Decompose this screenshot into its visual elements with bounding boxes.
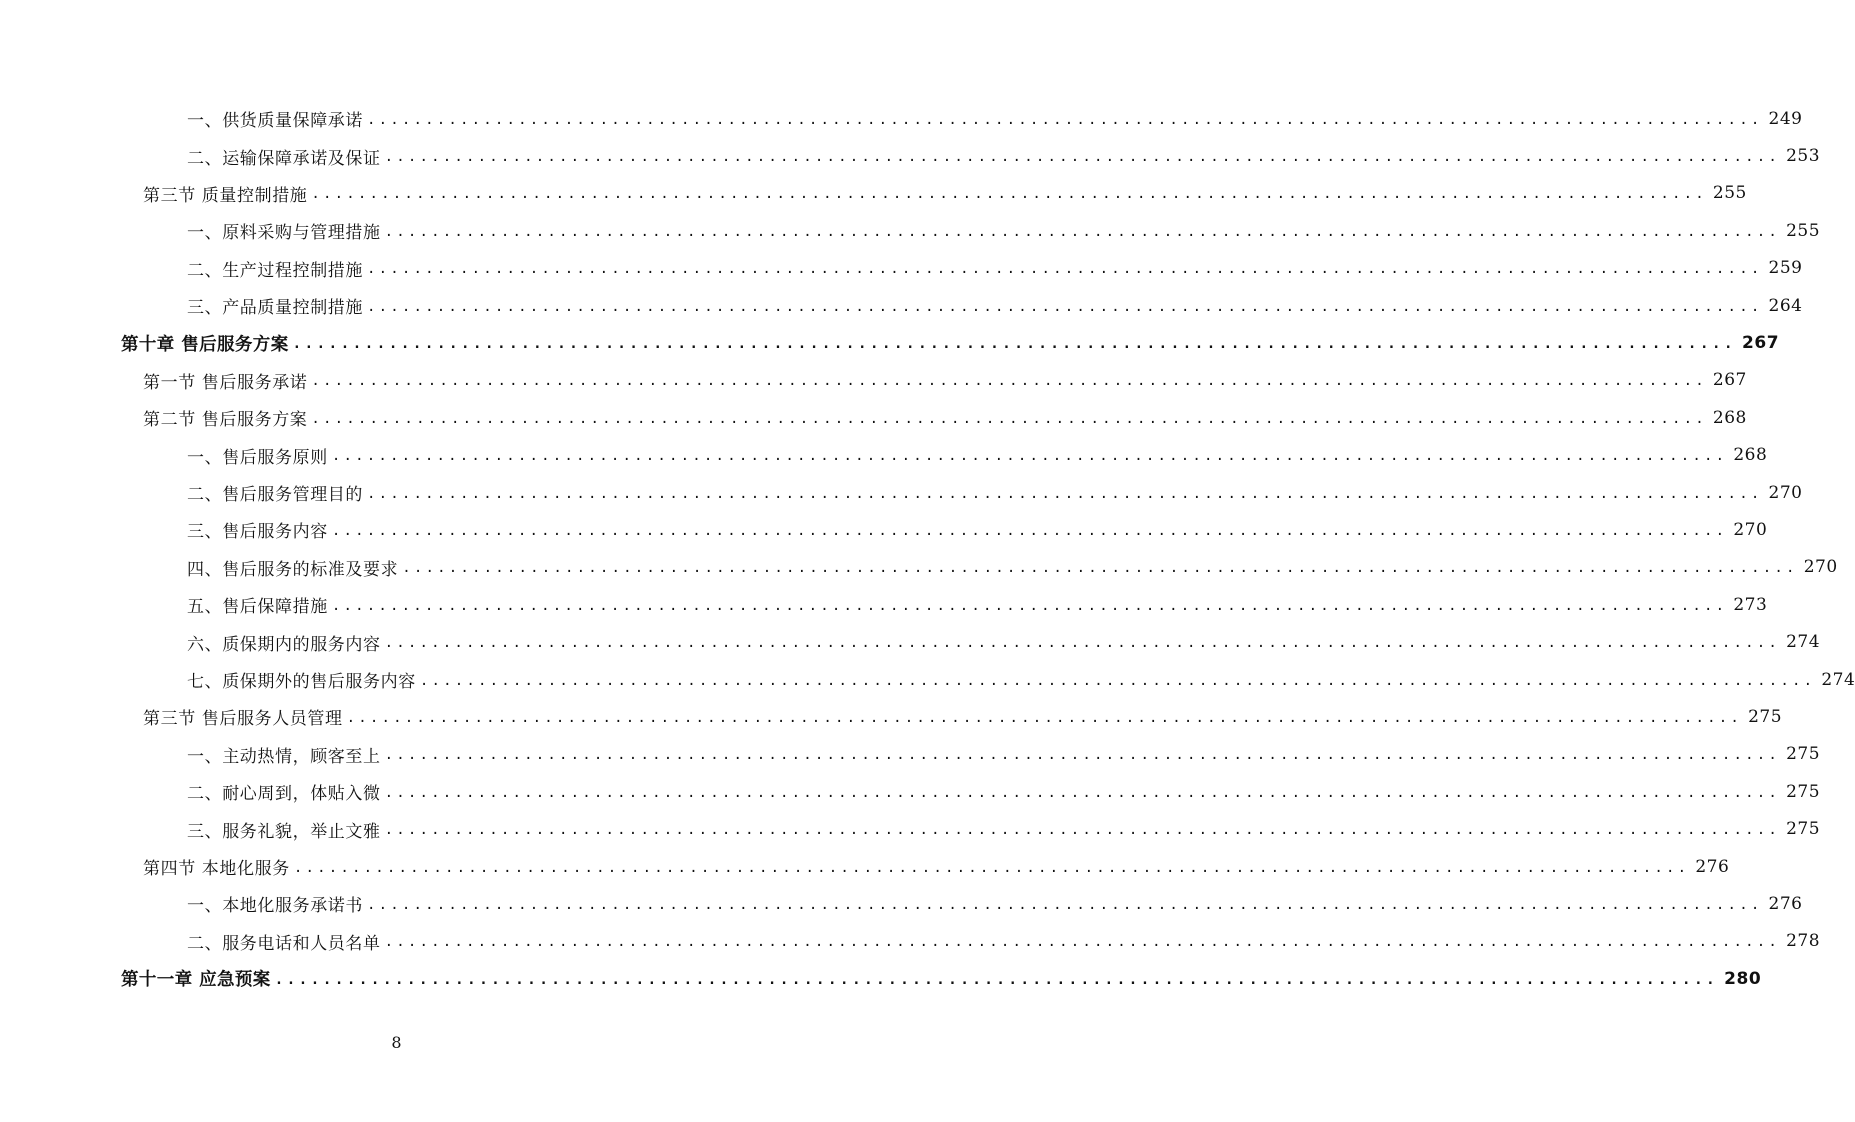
toc-page-number: 274 — [1786, 632, 1821, 653]
toc-chapter-entry[interactable] — [0, 960, 1762, 997]
toc-entry-title: 三、产品质量控制措施 — [187, 298, 363, 319]
toc-subsection-entry[interactable] — [0, 549, 1838, 586]
toc-subsection-entry[interactable] — [0, 885, 1803, 922]
toc-entry-title: 二、售后服务管理目的 — [187, 485, 363, 506]
toc-page-number: 268 — [1712, 407, 1747, 428]
toc-entry-title: 六、质保期内的服务内容 — [187, 634, 381, 655]
toc-dot-leader: ........................................................................................................................ — [384, 822, 1781, 839]
toc-page-number: 255 — [1712, 183, 1747, 204]
toc-subsection-entry[interactable] — [0, 474, 1803, 511]
toc-dot-leader: ........................................................................................................................ — [367, 111, 1763, 128]
toc-entry-title: 第四节 本地化服务 — [143, 859, 290, 879]
toc-page-number: 259 — [1768, 258, 1803, 279]
toc-dot-leader: ........................................................................................................................ — [384, 747, 1781, 764]
toc-entry-title: 一、主动热情，顾客至上 — [187, 746, 381, 767]
toc-page-number: 275 — [1786, 781, 1821, 802]
toc-page-number: 270 — [1733, 519, 1768, 540]
toc-dot-leader: ........................................................................................................................ — [384, 149, 1781, 166]
toc-entry-title: 三、服务礼貌，举止文雅 — [187, 821, 381, 842]
toc-page-number: 255 — [1786, 220, 1821, 241]
toc-section-entry[interactable] — [0, 175, 1747, 212]
toc-entry-title: 第三节 售后服务人员管理 — [143, 709, 343, 730]
toc-dot-leader: ........................................................................................................................ — [293, 859, 1690, 876]
toc-entry-title: 第一节 售后服务承诺 — [143, 372, 308, 393]
table-of-contents — [0, 100, 1855, 997]
toc-page-number: 270 — [1803, 557, 1838, 578]
toc-page-number: 280 — [1724, 968, 1762, 989]
toc-subsection-entry[interactable] — [0, 736, 1821, 773]
toc-page-number: 276 — [1768, 893, 1803, 914]
toc-entry-title: 第十一章 应急预案 — [121, 970, 271, 991]
toc-section-entry[interactable] — [0, 698, 1783, 735]
toc-entry-title: 一、售后服务原则 — [187, 447, 328, 468]
toc-page-number: 268 — [1733, 445, 1768, 466]
toc-page-number: 264 — [1768, 295, 1803, 316]
toc-dot-leader: ........................................................................................................................ — [346, 709, 1743, 726]
toc-section-entry[interactable] — [0, 848, 1730, 885]
toc-dot-leader: ........................................................................................................................ — [419, 672, 1816, 689]
toc-dot-leader: ........................................................................................................................ — [384, 635, 1781, 652]
toc-entry-title: 一、供货质量保障承诺 — [187, 111, 363, 132]
toc-page-number: 275 — [1786, 744, 1821, 765]
toc-subsection-entry[interactable] — [0, 250, 1803, 287]
toc-dot-leader: ........................................................................................................................ — [311, 186, 1707, 203]
toc-entry-title: 第十章 售后服务方案 — [121, 334, 289, 355]
toc-entry-title: 四、售后服务的标准及要求 — [187, 559, 399, 580]
toc-page-number: 278 — [1786, 931, 1821, 952]
toc-dot-leader: ........................................................................................................................ — [311, 410, 1707, 427]
toc-dot-leader: ........................................................................................................................ — [292, 336, 1737, 353]
toc-subsection-entry[interactable] — [0, 773, 1821, 810]
toc-page-number: 275 — [1748, 706, 1783, 727]
toc-subsection-entry[interactable] — [0, 923, 1821, 960]
toc-dot-leader: ........................................................................................................................ — [367, 485, 1763, 502]
toc-page-number: 276 — [1695, 856, 1730, 877]
toc-entry-title: 一、原料采购与管理措施 — [187, 223, 381, 244]
page-number: 8 — [391, 1033, 402, 1052]
toc-entry-title: 五、售后保障措施 — [187, 597, 328, 618]
toc-page-number: 274 — [1821, 669, 1855, 690]
toc-section-entry[interactable] — [0, 399, 1747, 436]
toc-entry-title: 二、服务电话和人员名单 — [187, 933, 381, 954]
toc-subsection-entry[interactable] — [0, 586, 1768, 623]
toc-entry-title: 三、售后服务内容 — [187, 522, 328, 543]
toc-subsection-entry[interactable] — [0, 511, 1768, 548]
toc-entry-title: 一、本地化服务承诺书 — [187, 896, 363, 917]
toc-subsection-entry[interactable] — [0, 623, 1821, 660]
toc-page-number: 270 — [1768, 482, 1803, 503]
toc-dot-leader: ........................................................................................................................ — [402, 560, 1798, 577]
toc-page-number: 253 — [1786, 146, 1821, 167]
toc-entry-title: 二、运输保障承诺及保证 — [187, 148, 381, 169]
toc-dot-leader: ........................................................................................................................ — [274, 971, 1719, 988]
toc-subsection-entry[interactable] — [0, 212, 1821, 249]
toc-dot-leader: ........................................................................................................................ — [331, 522, 1728, 539]
toc-page-number: 275 — [1786, 819, 1821, 840]
toc-dot-leader: ........................................................................................................................ — [367, 261, 1763, 278]
toc-dot-leader: ........................................................................................................................ — [384, 934, 1781, 951]
toc-subsection-entry[interactable] — [0, 100, 1803, 137]
toc-section-entry[interactable] — [0, 362, 1747, 399]
toc-subsection-entry[interactable] — [0, 437, 1768, 474]
toc-subsection-entry[interactable] — [0, 287, 1803, 324]
toc-entry-title: 二、耐心周到，体贴入微 — [187, 784, 381, 805]
toc-page-number: 267 — [1742, 333, 1780, 354]
toc-dot-leader: ........................................................................................................................ — [384, 784, 1781, 801]
toc-entry-title: 七、质保期外的售后服务内容 — [187, 672, 416, 693]
toc-entry-title: 二、生产过程控制措施 — [187, 260, 363, 281]
toc-entry-title: 第二节 售后服务方案 — [143, 410, 308, 431]
toc-dot-leader: ........................................................................................................................ — [384, 223, 1781, 240]
toc-dot-leader: ........................................................................................................................ — [311, 373, 1707, 390]
toc-dot-leader: ........................................................................................................................ — [367, 298, 1763, 315]
toc-page-number: 273 — [1733, 594, 1768, 615]
toc-subsection-entry[interactable] — [0, 661, 1855, 698]
toc-dot-leader: ........................................................................................................................ — [331, 597, 1728, 614]
toc-subsection-entry[interactable] — [0, 810, 1821, 847]
toc-page-number: 249 — [1768, 108, 1803, 129]
toc-chapter-entry[interactable] — [0, 324, 1780, 361]
toc-dot-leader: ........................................................................................................................ — [331, 448, 1728, 465]
toc-subsection-entry[interactable] — [0, 137, 1821, 174]
toc-page-number: 267 — [1712, 370, 1747, 391]
toc-entry-title: 第三节 质量控制措施 — [143, 185, 308, 206]
toc-dot-leader: ........................................................................................................................ — [367, 896, 1763, 913]
